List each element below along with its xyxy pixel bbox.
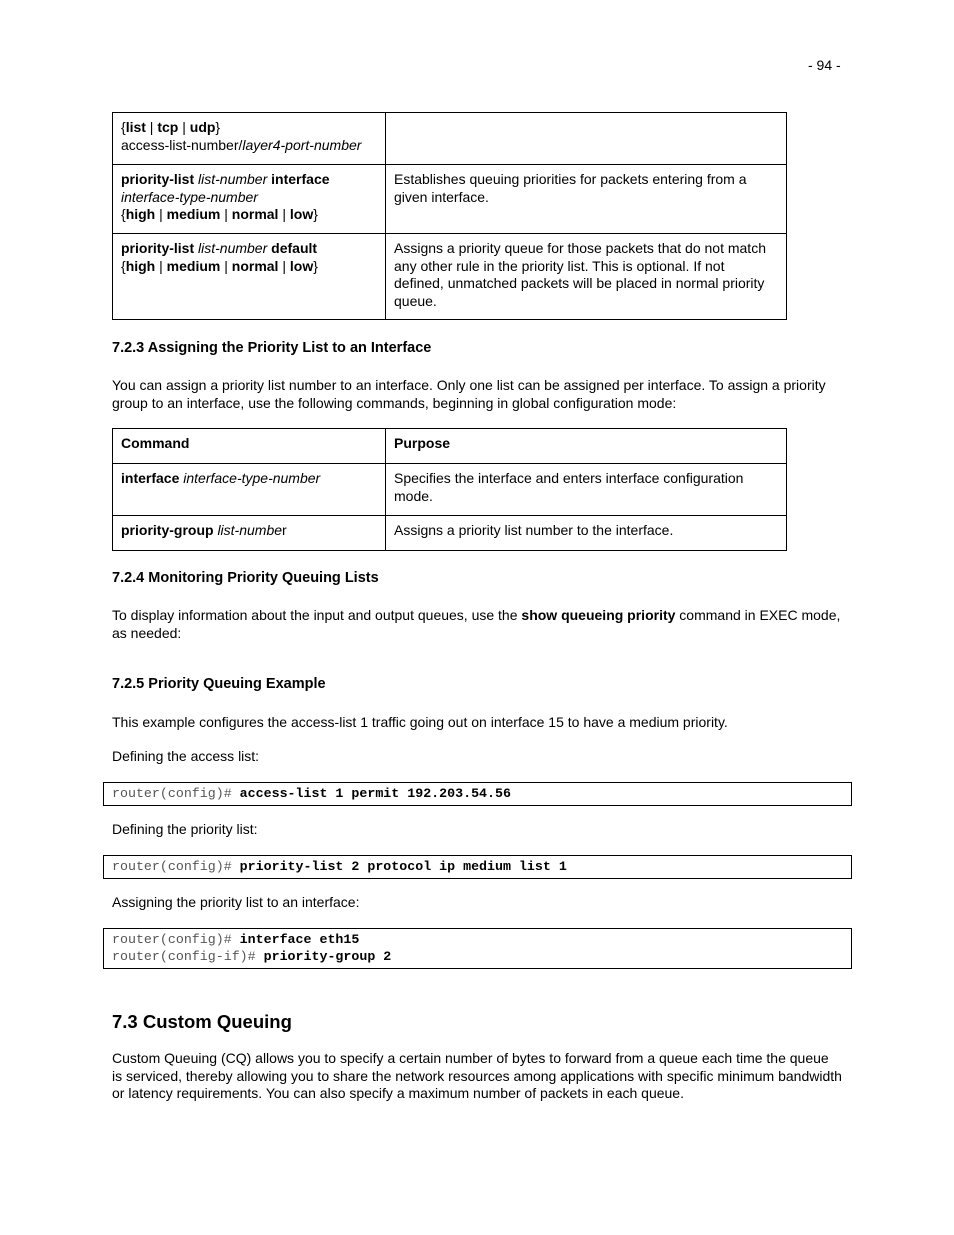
keyword: priority-list: [121, 240, 195, 256]
argument: list-number: [198, 240, 268, 256]
separator: |: [220, 206, 232, 222]
argument: interface-type-number: [183, 470, 321, 486]
option: low: [289, 257, 314, 274]
brace-close: }: [313, 257, 318, 274]
command-cell: [113, 464, 386, 516]
separator: |: [155, 206, 167, 222]
argument-italic: layer4-port-number: [242, 136, 362, 153]
brace-open: {: [121, 257, 126, 274]
keyword: priority-list: [121, 171, 195, 187]
argument-plain: access-list-number/: [121, 136, 243, 153]
option: high: [125, 206, 156, 222]
priority-list-command-table: [112, 112, 787, 320]
option: high: [125, 257, 156, 274]
cli-command: priority-group 2: [263, 949, 392, 964]
separator: |: [178, 119, 190, 135]
keyword: interface: [271, 171, 330, 187]
keyword: priority-group: [121, 522, 214, 538]
text-run: To display information about the input and output queues, use the: [112, 607, 522, 623]
keyword-list: list: [125, 119, 146, 135]
separator: |: [220, 257, 232, 274]
keyword: interface: [121, 470, 180, 486]
purpose-cell: [386, 113, 787, 165]
argument-tail: r: [282, 522, 287, 538]
brace-close: }: [215, 119, 221, 135]
header-label: Command: [121, 435, 190, 451]
example-label: Defining the access list:: [112, 748, 260, 764]
purpose-cell: Establishes queuing priorities for packets entering from a given interface.: [386, 165, 787, 234]
cli-command: access-list 1 permit 192.203.54.56: [239, 786, 511, 801]
table-row: [113, 516, 787, 551]
brace-open: {: [121, 206, 126, 222]
option: medium: [166, 206, 221, 222]
argument: interface-type-number: [121, 188, 258, 205]
keyword-udp: udp: [189, 119, 216, 135]
option: normal: [231, 206, 279, 222]
page-number: - 94 -: [808, 57, 841, 73]
keyword-tcp: tcp: [157, 119, 179, 135]
code-block: [103, 782, 852, 806]
section-paragraph: Custom Queuing (CQ) allows you to specify a certain number of bytes to forward from a queue each time the queue is serviced, thereby allowing you to share the network resources among applications with specific minimum bandwidth or latency requirements. You can also specify a maximum number of packets in each queue.: [112, 1050, 842, 1101]
priority-group-command-table: [112, 428, 787, 551]
section-heading-7-2-3: 7.2.3 Assigning the Priority List to an Interface: [112, 340, 432, 356]
brace-open: {: [121, 119, 126, 135]
table-row: [113, 165, 787, 234]
option: normal: [231, 257, 279, 274]
command-cell: [113, 234, 386, 320]
cli-prompt: router(config)#: [112, 859, 240, 874]
table-row: [113, 234, 787, 320]
purpose-cell: Assigns a priority list number to the interface.: [386, 516, 787, 551]
section-heading-7-3: 7.3 Custom Queuing: [112, 1011, 292, 1032]
separator: |: [278, 257, 290, 274]
cli-prompt: router(config-if)#: [112, 949, 264, 964]
table-header-row: [113, 429, 787, 464]
brace-close: }: [313, 206, 318, 222]
command-cell: [113, 113, 386, 165]
column-header-command: [113, 429, 386, 464]
section-paragraph: [112, 607, 842, 642]
keyword: default: [271, 240, 318, 256]
cli-command: priority-list 2 protocol ip medium list 1: [239, 859, 567, 874]
section-heading-7-2-5: 7.2.5 Priority Queuing Example: [112, 676, 326, 692]
command-name: show queueing priority: [521, 607, 676, 623]
example-label: Assigning the priority list to an interface:: [112, 894, 360, 910]
option: low: [289, 206, 314, 222]
column-header-purpose: [386, 429, 787, 464]
cli-prompt: router(config)#: [112, 786, 240, 801]
argument: list-number: [198, 171, 268, 187]
table-row: [113, 113, 787, 165]
table-row: [113, 464, 787, 516]
code-block: [103, 928, 852, 969]
purpose-cell: Specifies the interface and enters interface configuration mode.: [386, 464, 787, 516]
separator: |: [145, 119, 158, 135]
section-heading-7-2-4: 7.2.4 Monitoring Priority Queuing Lists: [112, 570, 379, 586]
text-run: command in EXEC mode, as needed:: [112, 607, 841, 641]
section-paragraph: You can assign a priority list number to an interface. Only one list can be assigned per interface. To assign a priority group to an interface, use the following commands, beginning in global configuration mode:: [112, 377, 826, 411]
command-cell: [113, 516, 386, 551]
header-label: Purpose: [394, 435, 451, 451]
example-label: Defining the priority list:: [112, 821, 258, 837]
code-block: [103, 855, 852, 879]
purpose-cell: Assigns a priority queue for those packets that do not match any other rule in the priority list. This is optional. If not defined, unmatched packets will be placed in normal priority queue.: [386, 234, 787, 320]
argument: list-numbe: [217, 522, 283, 538]
example-intro: This example configures the access-list 1 traffic going out on interface 15 to have a medium priority.: [112, 714, 728, 730]
command-cell: [113, 165, 386, 234]
separator: |: [155, 257, 167, 274]
cli-prompt: router(config)#: [112, 932, 240, 947]
separator: |: [278, 206, 290, 222]
option: medium: [166, 257, 221, 274]
cli-command: interface eth15: [239, 932, 360, 947]
